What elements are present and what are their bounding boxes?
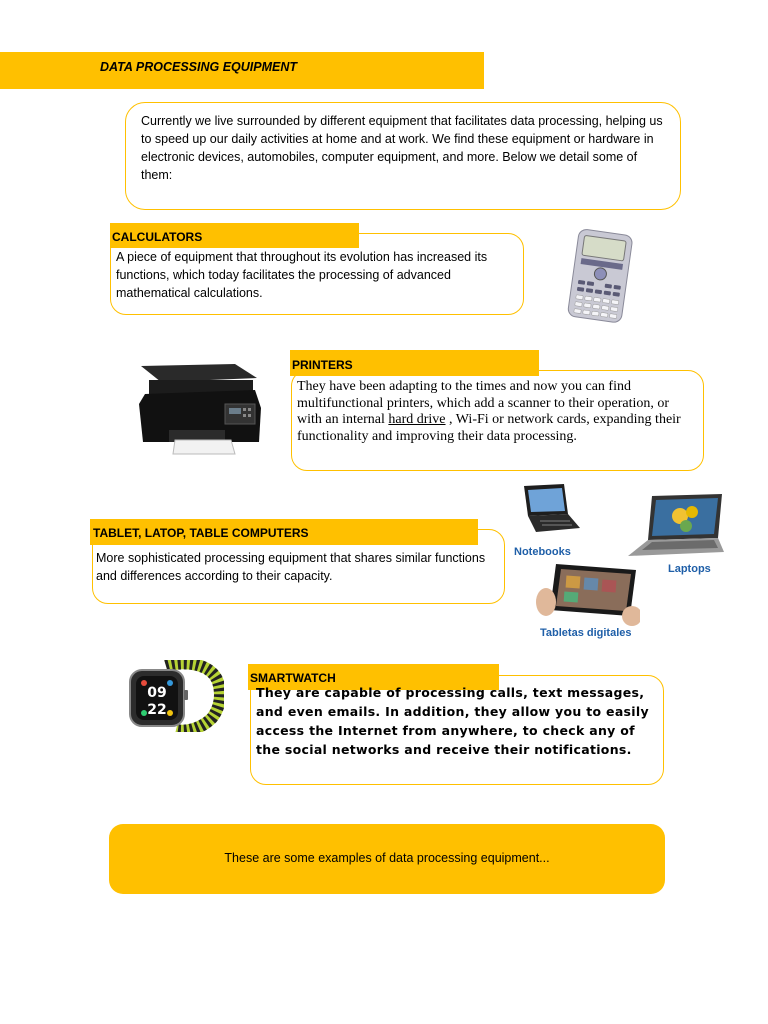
- laptop-image: [622, 492, 726, 564]
- calculator-image: [565, 228, 637, 326]
- laptops-caption: Laptops: [668, 563, 711, 575]
- printers-text-after: , Wi-Fi or network cards, expanding their functionality and improving their data processing.: [297, 412, 681, 444]
- printers-text-before: They have been adapting to the times and now you can find multifunctional printers, which add a scanner to their operation, or with an internal: [297, 379, 670, 427]
- watch-hour: 09: [147, 685, 167, 701]
- printers-label: PRINTERS: [292, 358, 353, 372]
- smartwatch-label: SMARTWATCH: [250, 671, 336, 685]
- printers-text: [297, 379, 697, 445]
- notebooks-caption: Notebooks: [514, 546, 571, 558]
- notebook-image: [518, 482, 582, 540]
- page-title: DATA PROCESSING EQUIPMENT: [100, 60, 298, 74]
- tablet-image: [536, 560, 640, 626]
- intro-text: Currently we live surrounded by different equipment that facilitates data processing, helping us to speed up our daily activities at home and at work. We find these equipment or hardware in electronic devices, automobiles, computer equipment, and more. Below we detail some of them:: [141, 114, 663, 182]
- smartwatch-image: [126, 660, 224, 732]
- tablets-label: TABLET, LATOP, TABLE COMPUTERS: [93, 526, 309, 540]
- tablets-text: More sophisticated processing equipment that shares similar functions and differences according to their capacity.: [96, 551, 486, 583]
- watch-minute: 22: [147, 702, 167, 718]
- tablets-caption: Tabletas digitales: [540, 627, 632, 639]
- footer-text: These are some examples of data processing equipment...: [224, 851, 550, 865]
- smartwatch-text: They are capable of processing calls, text messages, and even emails. In addition, they allow you to easily access the Internet from anywhere, to check any of the social networks and receive their notifications.: [256, 685, 649, 757]
- calculators-label: CALCULATORS: [112, 230, 203, 244]
- printer-image: [135, 358, 265, 458]
- calculators-text: A piece of equipment that throughout its evolution has increased its functions, which today facilitates the processing of advanced mathematical calculations.: [116, 250, 488, 300]
- hard-drive-link[interactable]: hard drive: [388, 412, 446, 427]
